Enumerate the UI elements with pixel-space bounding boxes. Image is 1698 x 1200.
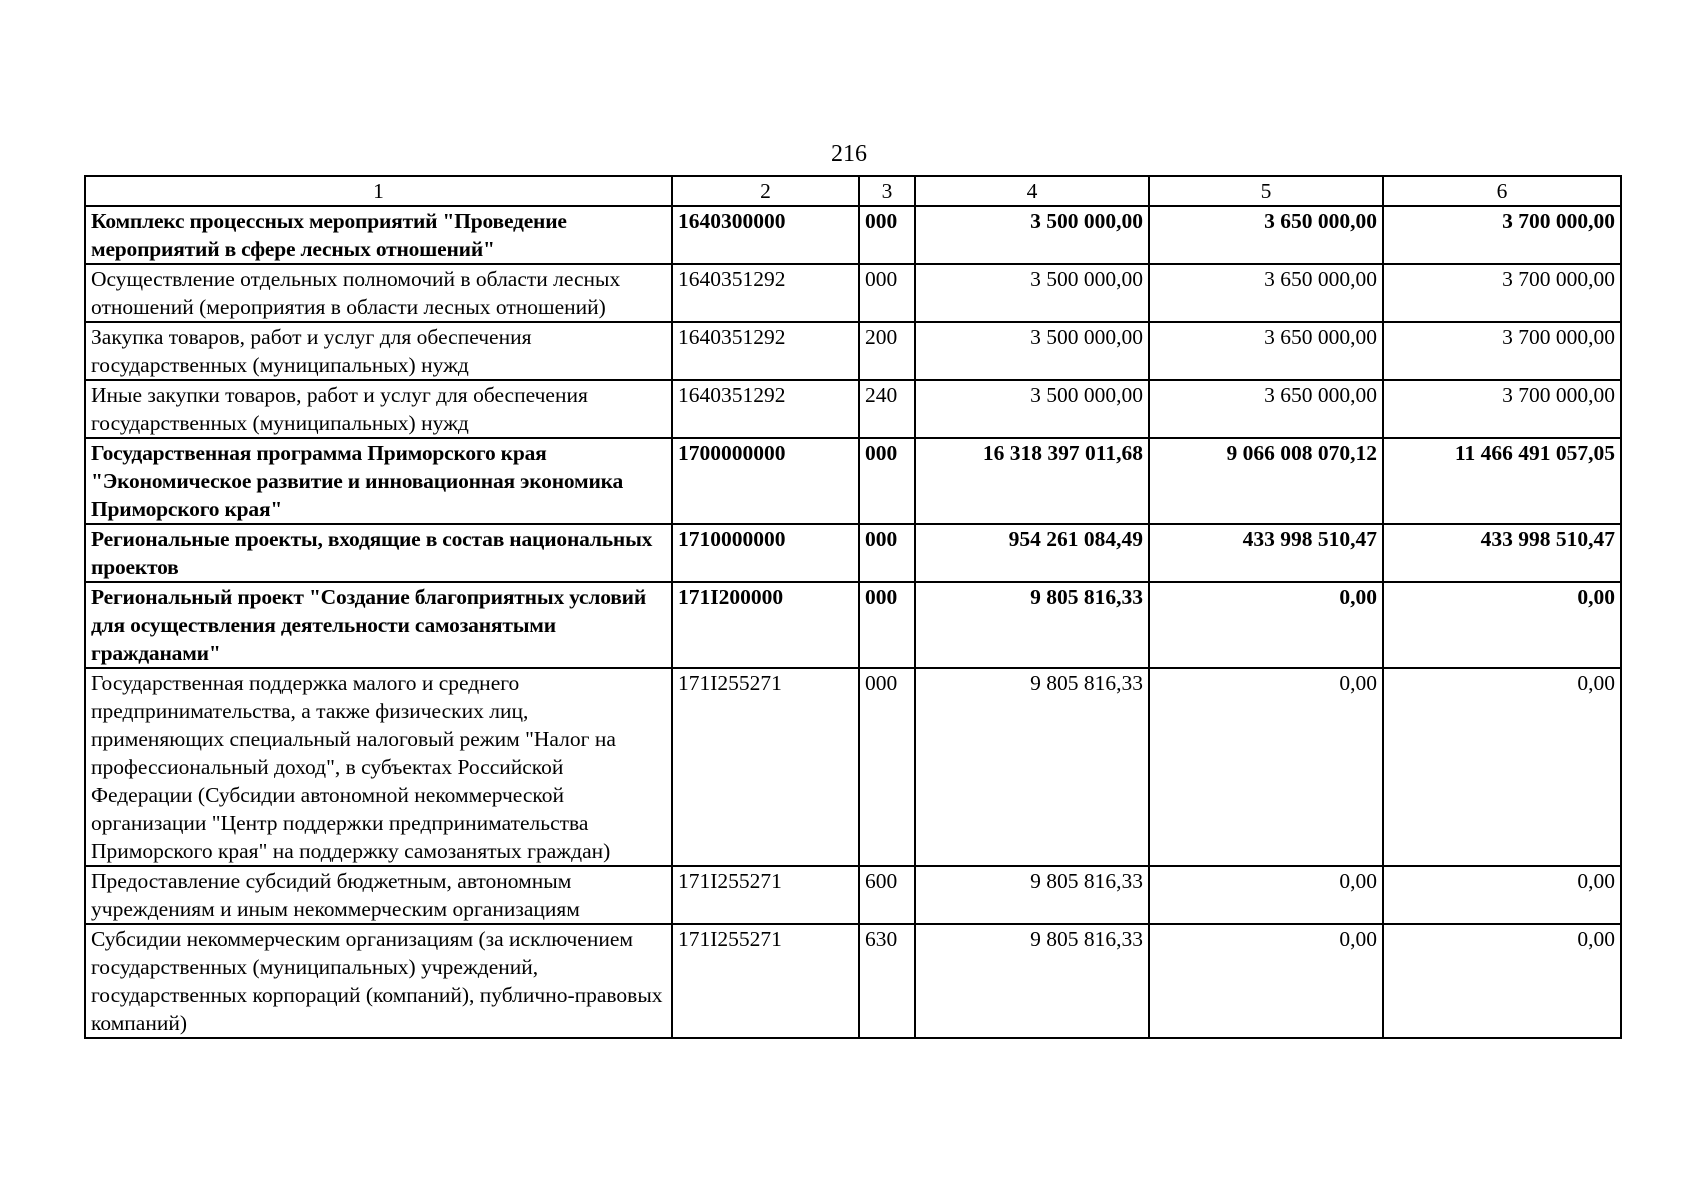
row-name-cell: Закупка товаров, работ и услуг для обеспечения государственных (муниципальных) нужд (85, 322, 672, 380)
row-code-cell: 1710000000 (672, 524, 859, 582)
row-expense-type-cell: 000 (859, 264, 915, 322)
row-amount-col5-cell: 0,00 (1149, 582, 1383, 668)
table-row (85, 380, 1621, 438)
row-amount-col4-cell: 3 500 000,00 (915, 206, 1149, 264)
row-expense-type-cell: 240 (859, 380, 915, 438)
row-code-cell: 1700000000 (672, 438, 859, 524)
row-amount-col5-cell: 3 650 000,00 (1149, 322, 1383, 380)
row-expense-type-cell: 000 (859, 206, 915, 264)
row-amount-col4-cell: 9 805 816,33 (915, 866, 1149, 924)
row-amount-col4-cell: 9 805 816,33 (915, 582, 1149, 668)
row-name-cell: Государственная поддержка малого и среднего предпринимательства, а также физических лиц, применяющих специальный налоговый режим "Налог на профессиональный доход", в субъектах Российской Федерации (Субсидии автономной некоммерческой организации "Центр поддержки предпринимательства Приморского края" на поддержку самозанятых граждан) (85, 668, 672, 866)
table-row (85, 924, 1621, 1038)
row-amount-col6-cell: 3 700 000,00 (1383, 322, 1621, 380)
table-row (85, 438, 1621, 524)
row-amount-col6-cell: 11 466 491 057,05 (1383, 438, 1621, 524)
column-header-2: 2 (672, 176, 859, 206)
column-header-5: 5 (1149, 176, 1383, 206)
row-name-cell: Осуществление отдельных полномочий в области лесных отношений (мероприятия в области лесных отношений) (85, 264, 672, 322)
row-expense-type-cell: 000 (859, 438, 915, 524)
row-name-cell: Предоставление субсидий бюджетным, автономным учреждениям и иным некоммерческим организациям (85, 866, 672, 924)
row-amount-col5-cell: 0,00 (1149, 668, 1383, 866)
row-code-cell: 171I255271 (672, 668, 859, 866)
row-amount-col5-cell: 3 650 000,00 (1149, 206, 1383, 264)
row-amount-col4-cell: 9 805 816,33 (915, 924, 1149, 1038)
row-code-cell: 1640351292 (672, 380, 859, 438)
row-amount-col6-cell: 0,00 (1383, 866, 1621, 924)
row-name-cell: Региональный проект "Создание благоприятных условий для осуществления деятельности самозанятыми гражданами" (85, 582, 672, 668)
row-amount-col4-cell: 16 318 397 011,68 (915, 438, 1149, 524)
row-expense-type-cell: 000 (859, 582, 915, 668)
row-amount-col4-cell: 3 500 000,00 (915, 380, 1149, 438)
row-name-cell: Комплекс процессных мероприятий "Проведение мероприятий в сфере лесных отношений" (85, 206, 672, 264)
row-code-cell: 1640351292 (672, 264, 859, 322)
row-expense-type-cell: 630 (859, 924, 915, 1038)
table-row (85, 668, 1621, 866)
row-name-cell: Государственная программа Приморского края "Экономическое развитие и инновационная экономика Приморского края" (85, 438, 672, 524)
row-code-cell: 1640300000 (672, 206, 859, 264)
page-number: 216 (831, 141, 867, 167)
row-code-cell: 171I255271 (672, 924, 859, 1038)
row-amount-col4-cell: 954 261 084,49 (915, 524, 1149, 582)
column-header-6: 6 (1383, 176, 1621, 206)
row-amount-col5-cell: 433 998 510,47 (1149, 524, 1383, 582)
row-code-cell: 1640351292 (672, 322, 859, 380)
row-amount-col5-cell: 0,00 (1149, 924, 1383, 1038)
row-expense-type-cell: 000 (859, 524, 915, 582)
row-name-cell: Иные закупки товаров, работ и услуг для обеспечения государственных (муниципальных) нужд (85, 380, 672, 438)
column-header-1: 1 (85, 176, 672, 206)
row-amount-col5-cell: 0,00 (1149, 866, 1383, 924)
table-row (85, 524, 1621, 582)
table-row (85, 582, 1621, 668)
row-expense-type-cell: 600 (859, 866, 915, 924)
table-row (85, 322, 1621, 380)
row-amount-col5-cell: 3 650 000,00 (1149, 380, 1383, 438)
row-name-cell: Субсидии некоммерческим организациям (за исключением государственных (муниципальных) учреждений, государственных корпораций (компаний), публично-правовых компаний) (85, 924, 672, 1038)
row-code-cell: 171I200000 (672, 582, 859, 668)
row-amount-col6-cell: 0,00 (1383, 924, 1621, 1038)
row-name-cell: Региональные проекты, входящие в состав национальных проектов (85, 524, 672, 582)
row-amount-col5-cell: 9 066 008 070,12 (1149, 438, 1383, 524)
row-amount-col6-cell: 3 700 000,00 (1383, 264, 1621, 322)
row-amount-col4-cell: 9 805 816,33 (915, 668, 1149, 866)
row-code-cell: 171I255271 (672, 866, 859, 924)
table-row (85, 264, 1621, 322)
row-amount-col6-cell: 433 998 510,47 (1383, 524, 1621, 582)
row-amount-col4-cell: 3 500 000,00 (915, 264, 1149, 322)
budget-table (84, 175, 1622, 1039)
row-amount-col5-cell: 3 650 000,00 (1149, 264, 1383, 322)
column-header-3: 3 (859, 176, 915, 206)
row-expense-type-cell: 200 (859, 322, 915, 380)
row-expense-type-cell: 000 (859, 668, 915, 866)
row-amount-col4-cell: 3 500 000,00 (915, 322, 1149, 380)
table-row (85, 866, 1621, 924)
row-amount-col6-cell: 0,00 (1383, 582, 1621, 668)
row-amount-col6-cell: 3 700 000,00 (1383, 206, 1621, 264)
table-header-row (85, 176, 1621, 206)
row-amount-col6-cell: 0,00 (1383, 668, 1621, 866)
table-row (85, 206, 1621, 264)
column-header-4: 4 (915, 176, 1149, 206)
row-amount-col6-cell: 3 700 000,00 (1383, 380, 1621, 438)
